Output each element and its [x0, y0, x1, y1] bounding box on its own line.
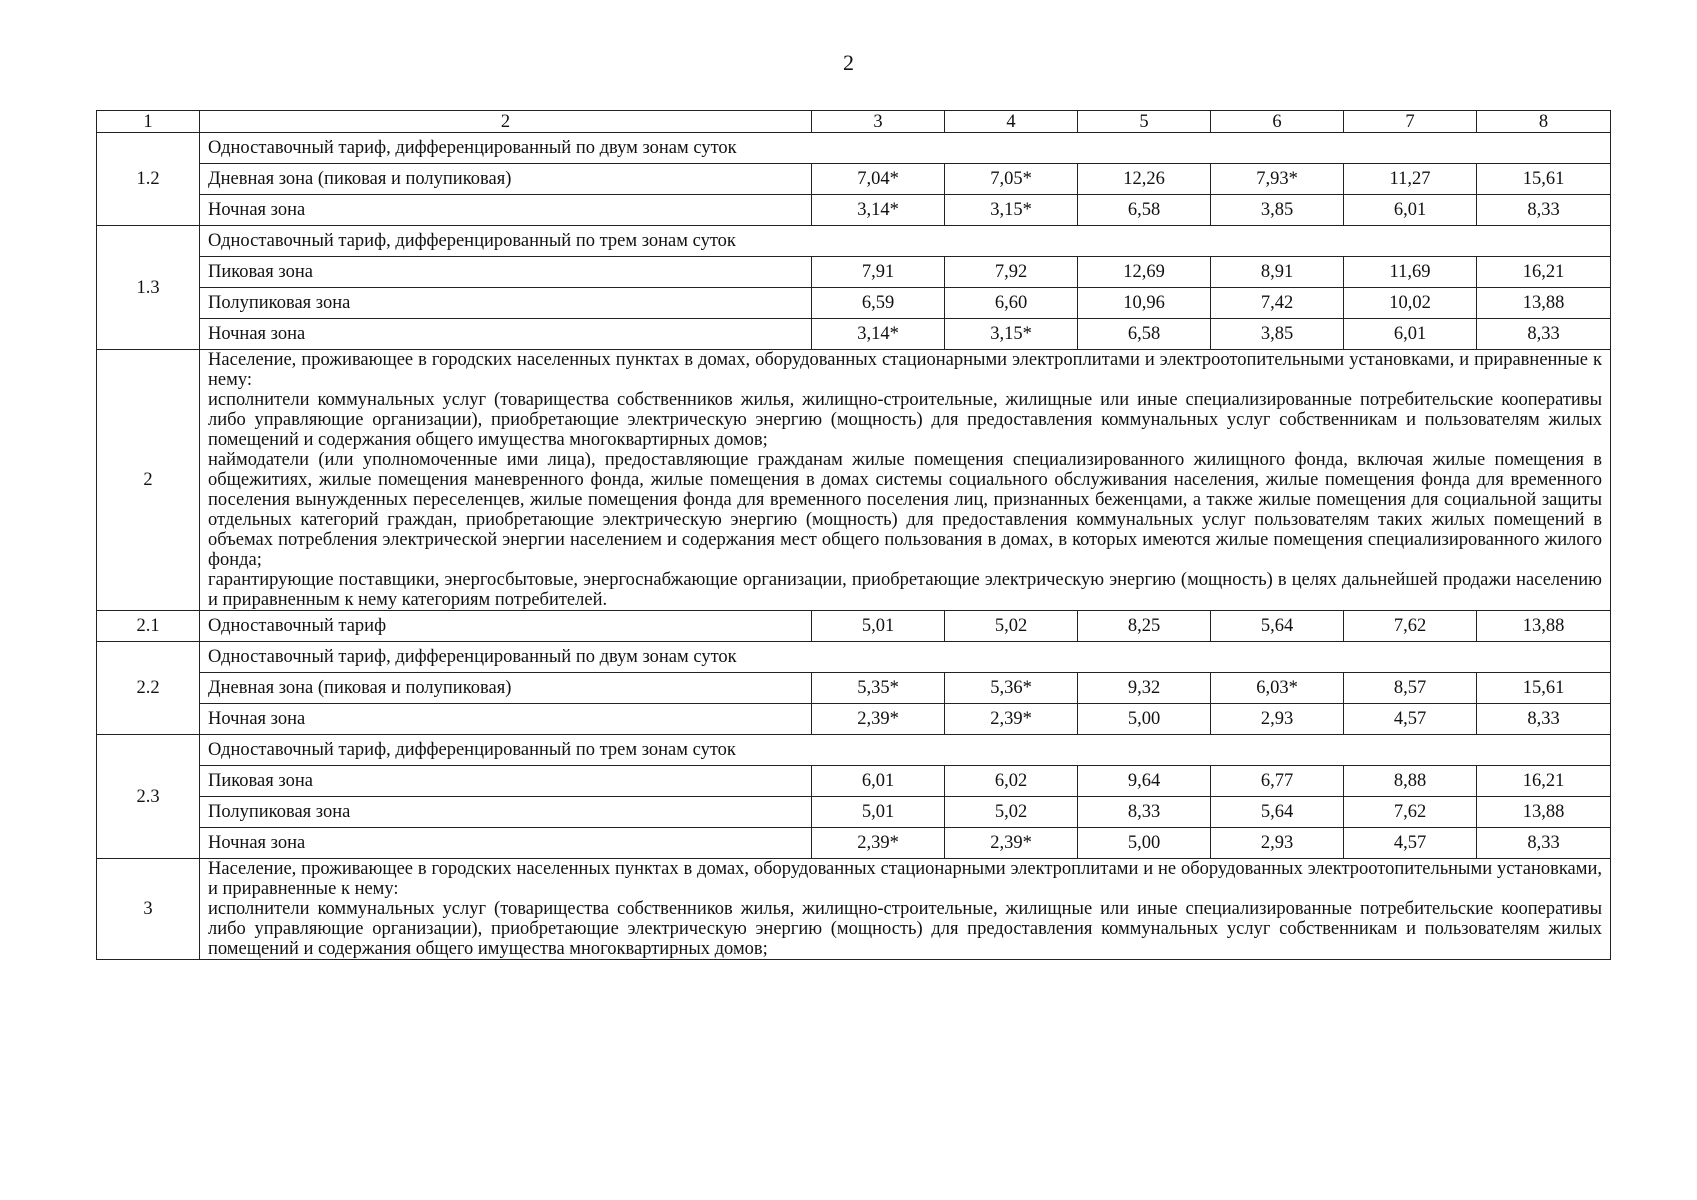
- row-label: Ночная зона: [200, 195, 812, 226]
- value-cell: 2,39*: [812, 704, 945, 735]
- table-row: [97, 642, 1611, 673]
- value-cell: 6,77: [1211, 766, 1344, 797]
- row-number: 1.2: [97, 133, 200, 226]
- row-label: Дневная зона (пиковая и полупиковая): [200, 164, 812, 195]
- value-cell: 3,85: [1211, 195, 1344, 226]
- value-cell: 3,14*: [812, 319, 945, 350]
- table-row: [97, 704, 1611, 735]
- value-cell: 6,60: [945, 288, 1078, 319]
- section-title: Одноставочный тариф, дифференцированный по трем зонам суток: [200, 735, 1611, 766]
- header-cell: 1: [97, 111, 200, 133]
- row-label: Полупиковая зона: [200, 288, 812, 319]
- table-row: [97, 797, 1611, 828]
- value-cell: 5,01: [812, 611, 945, 642]
- value-cell: 5,36*: [945, 673, 1078, 704]
- paragraph: исполнители коммунальных услуг (товарищества собственников жилья, жилищно-строительные, жилищные или иные специализированные потребительские кооперативы либо управляющие организации), приобретающие электрическую энергию (мощность) для предоставления коммунальных услуг собственникам и пользователям жилых помещений и содержания общего имущества многоквартирных домов;: [208, 899, 1602, 959]
- value-cell: 6,59: [812, 288, 945, 319]
- value-cell: 5,02: [945, 797, 1078, 828]
- table-row: [97, 319, 1611, 350]
- value-cell: 11,69: [1344, 257, 1477, 288]
- value-cell: 6,01: [1344, 195, 1477, 226]
- value-cell: 16,21: [1477, 766, 1611, 797]
- row-number: 2: [97, 350, 200, 611]
- value-cell: 8,33: [1078, 797, 1211, 828]
- value-cell: 13,88: [1477, 288, 1611, 319]
- header-cell: 6: [1211, 111, 1344, 133]
- row-number: 3: [97, 859, 200, 960]
- section-description: [200, 350, 1611, 611]
- value-cell: 7,62: [1344, 797, 1477, 828]
- table-row: [97, 164, 1611, 195]
- value-cell: 4,57: [1344, 704, 1477, 735]
- value-cell: 5,64: [1211, 797, 1344, 828]
- value-cell: 10,02: [1344, 288, 1477, 319]
- value-cell: 12,69: [1078, 257, 1211, 288]
- value-cell: 5,00: [1078, 828, 1211, 859]
- header-cell: 5: [1078, 111, 1211, 133]
- value-cell: 6,01: [1344, 319, 1477, 350]
- value-cell: 8,57: [1344, 673, 1477, 704]
- value-cell: 3,15*: [945, 195, 1078, 226]
- section-title: Одноставочный тариф, дифференцированный по трем зонам суток: [200, 226, 1611, 257]
- header-cell: 2: [200, 111, 812, 133]
- value-cell: 7,93*: [1211, 164, 1344, 195]
- row-label: Ночная зона: [200, 828, 812, 859]
- value-cell: 7,05*: [945, 164, 1078, 195]
- value-cell: 2,39*: [945, 828, 1078, 859]
- paragraph: наймодатели (или уполномоченные ими лица), предоставляющие гражданам жилые помещения специализированного жилищного фонда, включая жилые помещения в общежитиях, жилые помещения маневренного фонда, жилые помещения в домах системы социального обслуживания населения, жилые помещения фонда для временного поселения вынужденных переселенцев, жилые помещения фонда для временного поселения лиц, признанных беженцами, а также жилые помещения для социальной защиты отдельных категорий граждан, приобретающие электрическую энергию (мощность) для предоставления коммунальных услуг пользователям таких жилых помещений в объемах потребления электрической энергии населением и содержания мест общего пользования в домах, в которых имеются жилые помещения специализированного жилого фонда;: [208, 450, 1602, 570]
- row-label: Ночная зона: [200, 319, 812, 350]
- value-cell: 6,58: [1078, 319, 1211, 350]
- paragraph: гарантирующие поставщики, энергосбытовые, энергоснабжающие организации, приобретающие электрическую энергию (мощность) в целях дальнейшей продажи населению и приравненным к нему категориям потребителей.: [208, 570, 1602, 610]
- section-description: [200, 859, 1611, 960]
- value-cell: 13,88: [1477, 797, 1611, 828]
- page-number: 2: [843, 50, 854, 75]
- table-row: [97, 766, 1611, 797]
- value-cell: 8,91: [1211, 257, 1344, 288]
- value-cell: 8,33: [1477, 195, 1611, 226]
- table-row: [97, 288, 1611, 319]
- header-cell: 8: [1477, 111, 1611, 133]
- value-cell: 3,15*: [945, 319, 1078, 350]
- paragraph: Население, проживающее в городских населенных пунктах в домах, оборудованных стационарными электроплитами и не оборудованных электроотопительными установками, и приравненные к нему:: [208, 859, 1602, 899]
- value-cell: 5,64: [1211, 611, 1344, 642]
- table-row: [97, 350, 1611, 611]
- value-cell: 2,93: [1211, 704, 1344, 735]
- value-cell: 5,02: [945, 611, 1078, 642]
- row-label: Ночная зона: [200, 704, 812, 735]
- table-row: [97, 859, 1611, 960]
- table-row: [97, 226, 1611, 257]
- table-row: [97, 735, 1611, 766]
- table-row: [97, 673, 1611, 704]
- header-row: [97, 111, 1611, 133]
- paragraph: исполнители коммунальных услуг (товарищества собственников жилья, жилищно-строительные, жилищные или иные специализированные потребительские кооперативы либо управляющие организации), приобретающие электрическую энергию (мощность) для предоставления коммунальных услуг собственникам и пользователям жилых помещений и содержания общего имущества многоквартирных домов;: [208, 390, 1602, 450]
- value-cell: 13,88: [1477, 611, 1611, 642]
- row-number: 2.3: [97, 735, 200, 859]
- value-cell: 7,04*: [812, 164, 945, 195]
- table-row: [97, 195, 1611, 226]
- section-title: Одноставочный тариф, дифференцированный по двум зонам суток: [200, 133, 1611, 164]
- value-cell: 5,35*: [812, 673, 945, 704]
- value-cell: 6,01: [812, 766, 945, 797]
- row-number: 1.3: [97, 226, 200, 350]
- value-cell: 9,32: [1078, 673, 1211, 704]
- value-cell: 2,39*: [812, 828, 945, 859]
- row-label: Дневная зона (пиковая и полупиковая): [200, 673, 812, 704]
- value-cell: 7,62: [1344, 611, 1477, 642]
- row-label: Пиковая зона: [200, 766, 812, 797]
- section-title: Одноставочный тариф, дифференцированный по двум зонам суток: [200, 642, 1611, 673]
- row-label: Одноставочный тариф: [200, 611, 812, 642]
- value-cell: 7,42: [1211, 288, 1344, 319]
- value-cell: 7,91: [812, 257, 945, 288]
- value-cell: 5,00: [1078, 704, 1211, 735]
- value-cell: 3,85: [1211, 319, 1344, 350]
- header-cell: 7: [1344, 111, 1477, 133]
- row-number: 2.2: [97, 642, 200, 735]
- value-cell: 12,26: [1078, 164, 1211, 195]
- value-cell: 6,58: [1078, 195, 1211, 226]
- table-row: [97, 133, 1611, 164]
- value-cell: 9,64: [1078, 766, 1211, 797]
- value-cell: 2,93: [1211, 828, 1344, 859]
- paragraph: Население, проживающее в городских населенных пунктах в домах, оборудованных стационарными электроплитами и электроотопительными установками, и приравненные к нему:: [208, 350, 1602, 390]
- value-cell: 11,27: [1344, 164, 1477, 195]
- value-cell: 7,92: [945, 257, 1078, 288]
- header-cell: 3: [812, 111, 945, 133]
- value-cell: 16,21: [1477, 257, 1611, 288]
- value-cell: 6,02: [945, 766, 1078, 797]
- header-cell: 4: [945, 111, 1078, 133]
- value-cell: 6,03*: [1211, 673, 1344, 704]
- value-cell: 4,57: [1344, 828, 1477, 859]
- row-label: Пиковая зона: [200, 257, 812, 288]
- tariff-table: [96, 110, 1611, 960]
- row-number: 2.1: [97, 611, 200, 642]
- value-cell: 8,88: [1344, 766, 1477, 797]
- value-cell: 8,25: [1078, 611, 1211, 642]
- row-label: Полупиковая зона: [200, 797, 812, 828]
- value-cell: 8,33: [1477, 828, 1611, 859]
- table-row: [97, 828, 1611, 859]
- value-cell: 5,01: [812, 797, 945, 828]
- table-row: [97, 611, 1611, 642]
- value-cell: 8,33: [1477, 704, 1611, 735]
- value-cell: 15,61: [1477, 164, 1611, 195]
- value-cell: 2,39*: [945, 704, 1078, 735]
- value-cell: 8,33: [1477, 319, 1611, 350]
- value-cell: 15,61: [1477, 673, 1611, 704]
- table-row: [97, 257, 1611, 288]
- value-cell: 10,96: [1078, 288, 1211, 319]
- value-cell: 3,14*: [812, 195, 945, 226]
